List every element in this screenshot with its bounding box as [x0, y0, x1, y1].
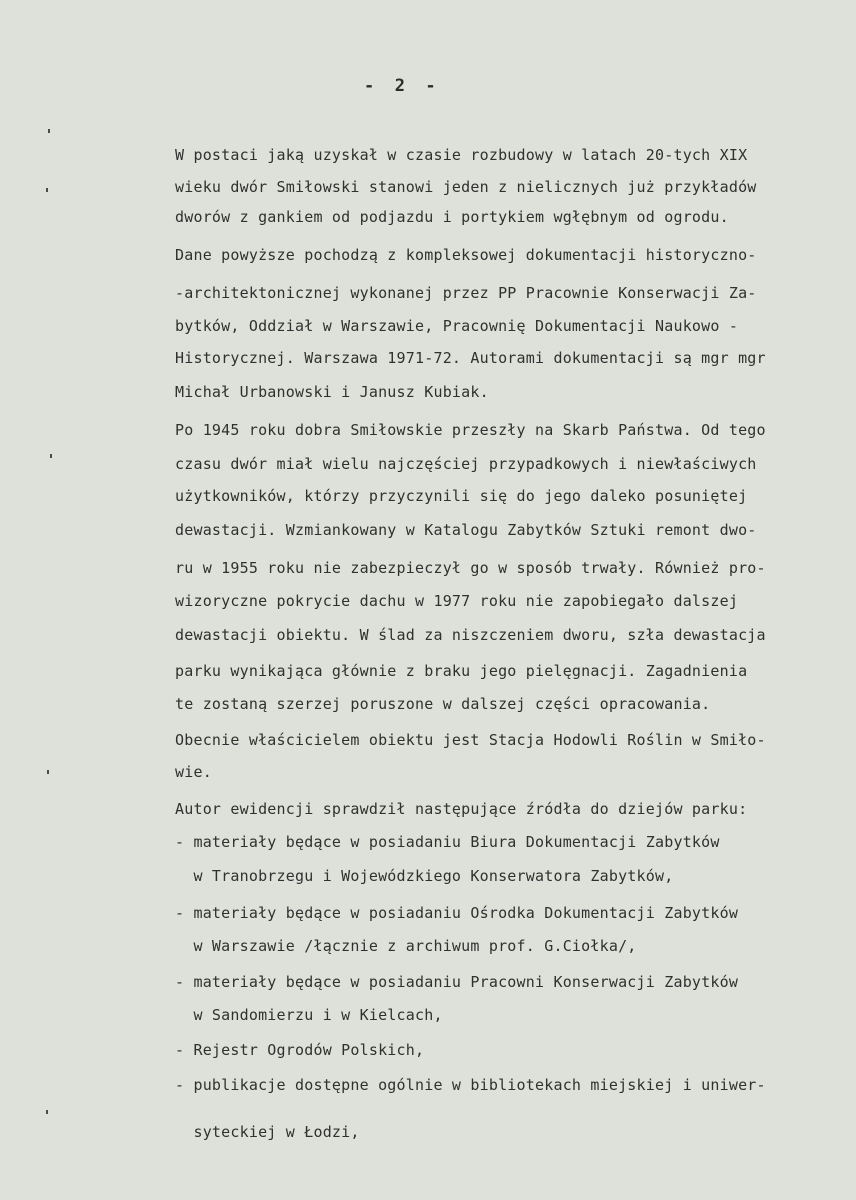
text-line: w Warszawie /łącznie z archiwum prof. G.Ciołka/,	[175, 937, 637, 955]
text-line: parku wynikająca głównie z braku jego pielęgnacji. Zagadnienia	[175, 662, 748, 680]
text-line: bytków, Oddział w Warszawie, Pracownię Dokumentacji Naukowo -	[175, 317, 739, 335]
text-line: Po 1945 roku dobra Smiłowskie przeszły na Skarb Państwa. Od tego	[175, 421, 766, 439]
text-line: wie.	[175, 763, 212, 781]
text-line: w Sandomierzu i w Kielcach,	[175, 1006, 443, 1024]
text-line: te zostaną szerzej poruszone w dalszej części opracowania.	[175, 695, 711, 713]
margin-mark	[48, 129, 50, 133]
margin-mark	[46, 188, 48, 192]
text-line: - materiały będące w posiadaniu Biura Dokumentacji Zabytków	[175, 833, 720, 851]
text-line: Dane powyższe pochodzą z kompleksowej dokumentacji historyczno-	[175, 246, 757, 264]
text-line: syteckiej w Łodzi,	[175, 1123, 360, 1141]
text-line: dewastacji obiektu. W ślad za niszczeniem dworu, szła dewastacja	[175, 626, 766, 644]
text-line: wizoryczne pokrycie dachu w 1977 roku nie zapobiegało dalszej	[175, 592, 739, 610]
text-line: Autor ewidencji sprawdził następujące źródła do dziejów parku:	[175, 800, 748, 818]
text-line: czasu dwór miał wielu najczęściej przypadkowych i niewłaściwych	[175, 455, 757, 473]
text-line: -architektonicznej wykonanej przez PP Pracownie Konserwacji Za-	[175, 284, 757, 302]
text-line: Obecnie właścicielem obiektu jest Stacja Hodowli Roślin w Smiło-	[175, 731, 766, 749]
text-line: dewastacji. Wzmiankowany w Katalogu Zabytków Sztuki remont dwo-	[175, 521, 757, 539]
margin-mark	[46, 1110, 48, 1114]
margin-mark	[50, 454, 52, 458]
text-line: Michał Urbanowski i Janusz Kubiak.	[175, 383, 489, 401]
text-line: Historycznej. Warszawa 1971-72. Autorami dokumentacji są mgr mgr	[175, 349, 766, 367]
text-line: w Tranobrzegu i Wojewódzkiego Konserwatora Zabytków,	[175, 867, 674, 885]
text-line: - publikacje dostępne ogólnie w bibliotekach miejskiej i uniwer-	[175, 1076, 766, 1094]
text-line: - materiały będące w posiadaniu Pracowni Konserwacji Zabytków	[175, 973, 739, 991]
text-line: - Rejestr Ogrodów Polskich,	[175, 1041, 425, 1059]
text-line: dworów z gankiem od podjazdu i portykiem wgłębnym od ogrodu.	[175, 208, 729, 226]
text-line: - materiały będące w posiadaniu Ośrodka Dokumentacji Zabytków	[175, 904, 739, 922]
page-number: - 2 -	[364, 76, 436, 96]
margin-mark	[47, 770, 49, 774]
text-line: ru w 1955 roku nie zabezpieczył go w sposób trwały. Również pro-	[175, 559, 766, 577]
text-line: użytkowników, którzy przyczynili się do jego daleko posuniętej	[175, 487, 748, 505]
text-line: wieku dwór Smiłowski stanowi jeden z nielicznych już przykładów	[175, 178, 757, 196]
text-line: W postaci jaką uzyskał w czasie rozbudowy w latach 20-tych XIX	[175, 146, 748, 164]
